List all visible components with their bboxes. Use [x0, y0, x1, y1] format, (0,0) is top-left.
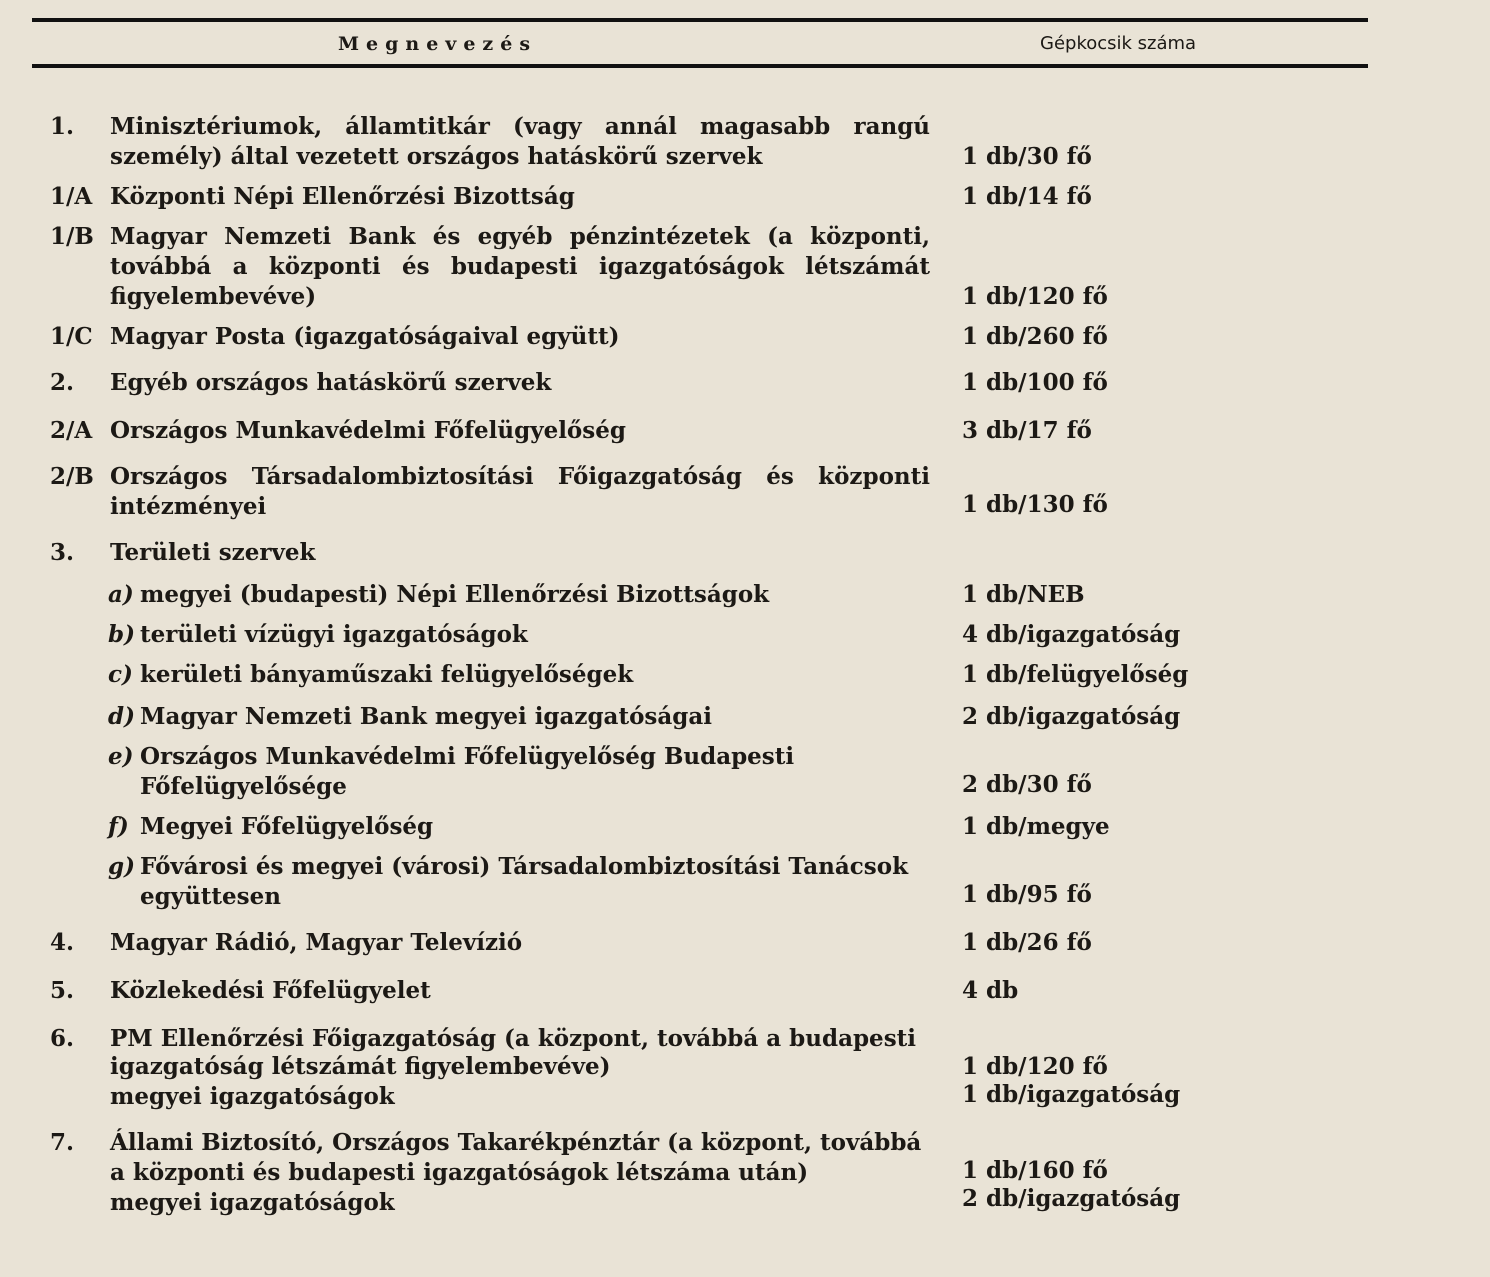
subrow-value: 2 db/30 fő [962, 771, 1092, 798]
row-description: Országos Munkavédelmi Főfelügyelőség [110, 417, 626, 444]
subrow-label: d) [108, 703, 135, 730]
row-number: 1/B [50, 223, 94, 250]
row-description: Közlekedési Főfelügyelet [110, 977, 431, 1004]
subrow-value: 1 db/felügyelőség [962, 661, 1189, 688]
row-description-line1: Állami Biztosító, Országos Takarékpénztár (a központ, továbbá [110, 1129, 922, 1156]
row-number: 1. [50, 113, 75, 140]
header-rule [32, 64, 1368, 68]
row-number: 2/A [50, 417, 93, 444]
row-number: 6. [50, 1025, 75, 1052]
subrow-text-line1: Fővárosi és megyei (városi) Társadalombiztosítási Tanácsok [140, 853, 909, 880]
row-description: Területi szervek [110, 539, 316, 566]
subrow-text-line2: együttesen [140, 883, 281, 910]
subrow-value: 1 db/megye [962, 813, 1110, 840]
row-value: 3 db/17 fő [962, 417, 1092, 444]
header-count-column: Gépkocsik száma [1040, 33, 1197, 54]
subrow-label: c) [108, 661, 133, 688]
row-description: Magyar Nemzeti Bank és egyéb pénzintézetek (a központi, továbbá a központi és budapesti igazgatóságok létszámát figyelembevéve) [110, 223, 930, 310]
row-number: 5. [50, 977, 75, 1004]
subrow-value: 4 db/igazgatóság [962, 621, 1181, 648]
row-value: 1 db/100 fő [962, 369, 1108, 396]
row-description-line2: igazgatóság létszámát figyelembevéve) [110, 1053, 611, 1080]
row-value: 1 db/260 fő [962, 323, 1108, 350]
subrow-text: megyei (budapesti) Népi Ellenőrzési Bizottságok [140, 581, 770, 608]
subrow-text: területi vízügyi igazgatóságok [140, 621, 528, 648]
row-number: 4. [50, 929, 75, 956]
subrow-label: g) [108, 853, 135, 880]
row-number: 1/C [50, 323, 93, 350]
row-description: Magyar Posta (igazgatóságaival együtt) [110, 323, 620, 350]
subrow-description [108, 852, 928, 912]
row-number: 2/B [50, 463, 94, 490]
subrow-description [108, 702, 928, 732]
row-value: 4 db [962, 977, 1019, 1004]
row-value: 1 db/120 fő [962, 283, 1108, 310]
row-description-line1: PM Ellenőrzési Főigazgatóság (a központ, továbbá a budapesti [110, 1025, 916, 1052]
subrow-value: 2 db/igazgatóság [962, 703, 1181, 730]
row-value-secondary: 1 db/igazgatóság [962, 1081, 1181, 1108]
row-number: 1/A [50, 183, 93, 210]
row-value: 1 db/26 fő [962, 929, 1092, 956]
subrow-text: Magyar Nemzeti Bank megyei igazgatóságai [140, 703, 713, 730]
row-value: 1 db/14 fő [962, 183, 1092, 210]
subrow-description [108, 812, 928, 842]
subrow-label: e) [108, 743, 134, 770]
row-number: 7. [50, 1129, 75, 1156]
row-description-line3: megyei igazgatóságok [110, 1189, 395, 1216]
subrow-description [108, 660, 928, 690]
row-value-secondary: 2 db/igazgatóság [962, 1185, 1181, 1212]
subrow-label: f) [108, 813, 129, 840]
row-value: 1 db/160 fő [962, 1157, 1108, 1184]
row-description-line2: a központi és budapesti igazgatóságok létszáma után) [110, 1159, 809, 1186]
row-number: 2. [50, 369, 75, 396]
row-value: 1 db/30 fő [962, 143, 1092, 170]
subrow-description [108, 580, 928, 610]
header-name-column: Megnevezés [338, 33, 538, 55]
row-description: Minisztériumok, államtitkár (vagy annál magasabb rangú személy) által vezetett országos hatáskörű szervek [110, 113, 930, 170]
subrow-text: kerületi bányaműszaki felügyelőségek [140, 661, 634, 688]
subrow-label: b) [108, 621, 135, 648]
row-description: Központi Népi Ellenőrzési Bizottság [110, 183, 575, 210]
row-description: Országos Társadalombiztosítási Főigazgatóság és központi intézményei [110, 463, 930, 520]
subrow-description [108, 620, 928, 650]
top-rule [32, 18, 1368, 22]
row-value: 1 db/130 fő [962, 491, 1108, 518]
subrow-text: Megyei Főfelügyelőség [140, 813, 434, 840]
row-description: Magyar Rádió, Magyar Televízió [110, 929, 523, 956]
subrow-description [108, 742, 928, 802]
row-description: Egyéb országos hatáskörű szervek [110, 369, 552, 396]
subrow-value: 1 db/95 fő [962, 881, 1092, 908]
subrow-text-line1: Országos Munkavédelmi Főfelügyelőség Budapesti [140, 743, 795, 770]
subrow-text-line2: Főfelügyelősége [140, 773, 347, 800]
subrow-value: 1 db/NEB [962, 581, 1085, 608]
row-description-line3: megyei igazgatóságok [110, 1083, 395, 1110]
subrow-label: a) [108, 581, 134, 608]
row-value: 1 db/120 fő [962, 1053, 1108, 1080]
row-number: 3. [50, 539, 75, 566]
